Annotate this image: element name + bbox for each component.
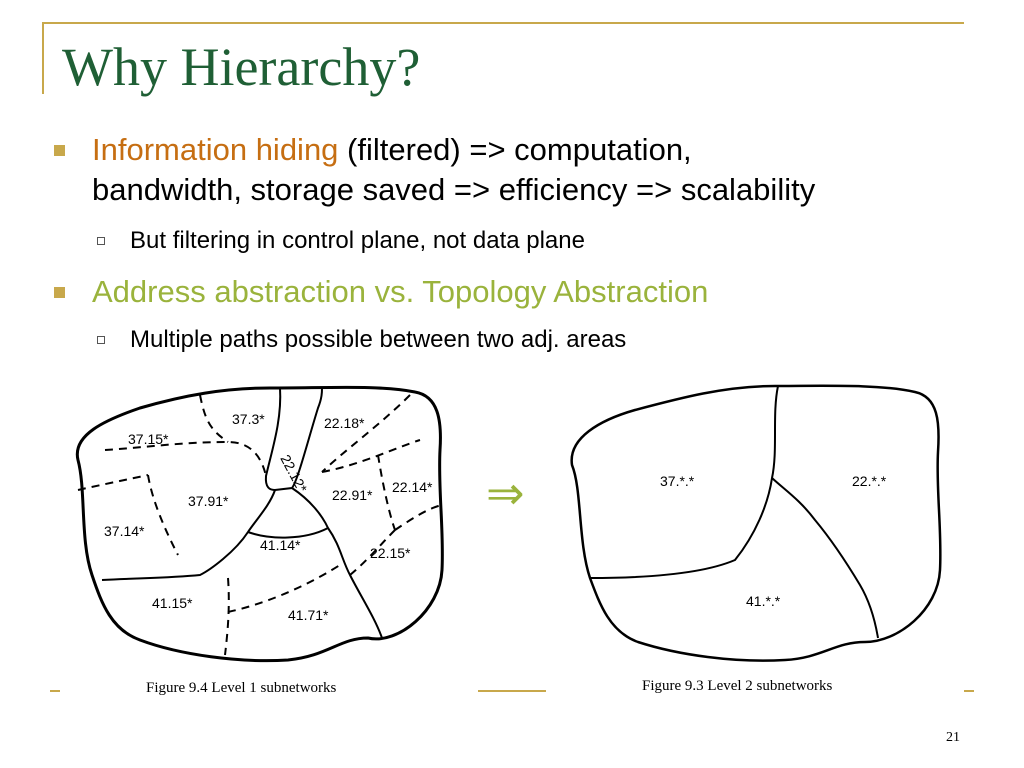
area-label: 37.15*	[128, 431, 169, 447]
highlight-address-abstraction: Address abstraction vs. Topology Abstraction	[92, 274, 709, 309]
boundary-level2-east	[772, 478, 878, 638]
hollow-square-bullet-icon	[97, 237, 105, 245]
area-label: 37.91*	[188, 493, 229, 509]
area-label: 41.14*	[260, 537, 301, 553]
sub-bullet-filtering-text: But filtering in control plane, not data plane	[130, 227, 585, 254]
area-label: 22.*.*	[852, 473, 887, 489]
sub-bullet-multiple-paths	[130, 325, 626, 355]
caption-figure-9-4: Figure 9.4 Level 1 subnetworks	[146, 680, 337, 696]
area-label: 37.3*	[232, 411, 265, 427]
sub-bullet-multiple-paths-text: Multiple paths possible between two adj. areas	[130, 326, 627, 353]
sub-bullet-filtering	[130, 226, 585, 256]
decor-dash-left	[50, 690, 60, 692]
level2-outer-border	[572, 386, 941, 661]
bullet-information-hiding	[92, 130, 815, 210]
highlight-information-hiding: Information hiding	[92, 132, 339, 167]
page-number: 21	[946, 730, 960, 745]
area-label: 41.15*	[152, 595, 193, 611]
bullet-line-1-rest: (filtered) => computation,	[338, 132, 692, 167]
square-bullet-icon	[54, 145, 65, 156]
implies-arrow-icon: ⇒	[486, 467, 525, 519]
area-label: 22.18*	[324, 415, 365, 431]
area-label: 37.14*	[104, 523, 145, 539]
hollow-square-bullet-icon	[97, 336, 105, 344]
area-label: 22.12*	[277, 451, 311, 496]
area-label: 22.91*	[332, 487, 373, 503]
slide-title: Why Hierarchy?	[62, 37, 421, 97]
decor-dash-middle	[478, 690, 546, 692]
square-bullet-icon	[54, 287, 65, 298]
level2-subnetworks-diagram	[560, 380, 960, 670]
area-label: 41.71*	[288, 607, 329, 623]
bullet-address-abstraction	[92, 272, 708, 312]
decor-dash-right	[964, 690, 974, 692]
bullet-line-2: bandwidth, storage saved => efficiency => scalability	[92, 172, 816, 207]
level1-area-labels	[104, 411, 433, 623]
frame-top-line	[42, 22, 964, 24]
bullet-line-1	[92, 130, 815, 170]
frame-left-line	[42, 22, 44, 94]
area-label: 22.15*	[370, 545, 411, 561]
area-label: 37.*.*	[660, 473, 695, 489]
caption-figure-9-3: Figure 9.3 Level 2 subnetworks	[642, 678, 833, 694]
area-label: 22.14*	[392, 479, 433, 495]
area-label: 41.*.*	[746, 593, 781, 609]
level1-subnetworks-diagram	[60, 380, 470, 670]
level2-area-labels	[660, 473, 887, 609]
